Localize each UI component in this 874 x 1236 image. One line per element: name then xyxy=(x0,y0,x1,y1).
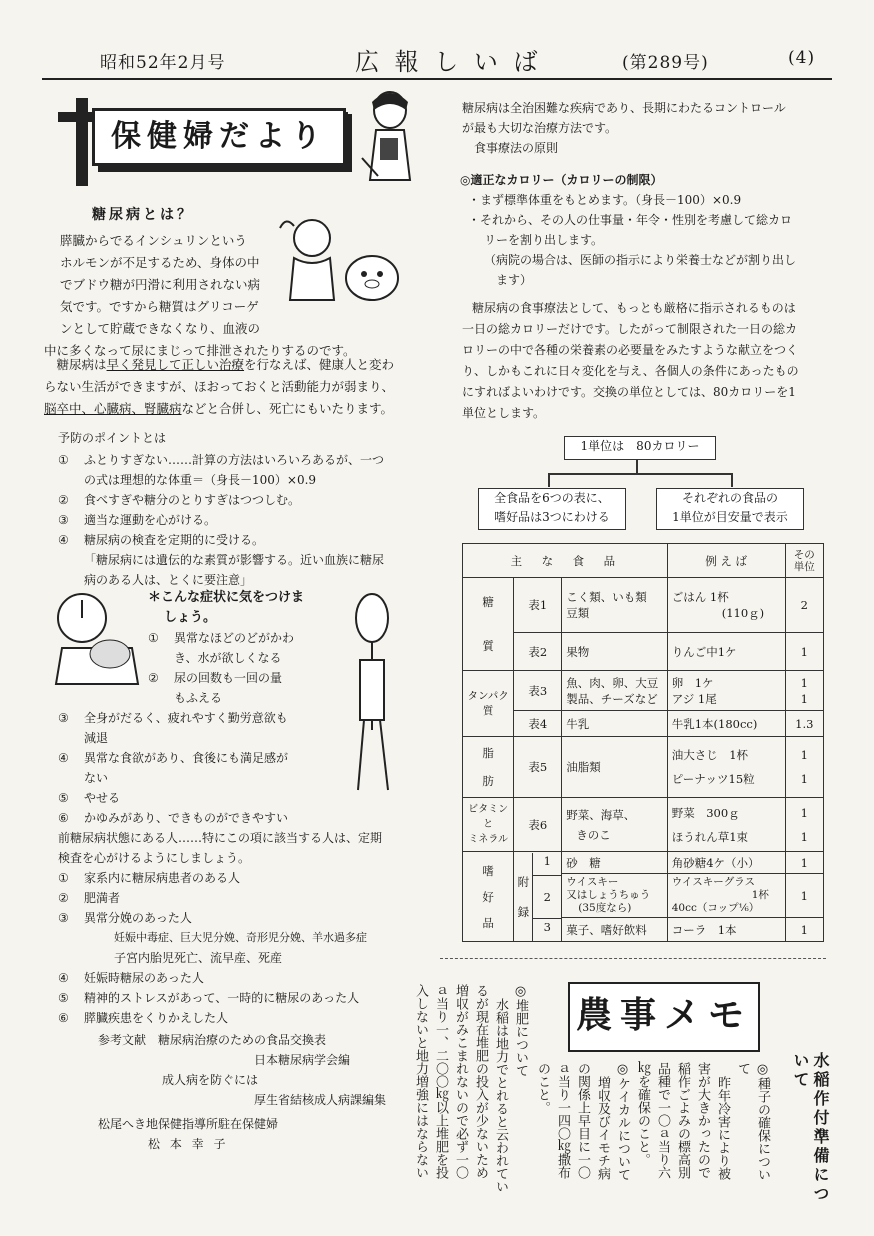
pre-title: 前糖尿病状態にある人……特にこの項に該当する人は、定期 xyxy=(58,831,383,845)
food-exchange-table xyxy=(462,543,824,942)
table-cell: 1 xyxy=(533,853,561,876)
list-number: ③ xyxy=(58,711,69,725)
nurse-illustration xyxy=(352,88,422,184)
farm-memo-subtitle: 水稲作付準備について xyxy=(791,1052,830,1204)
flow-text: それぞれの食品の xyxy=(681,491,778,505)
list-item: 「糖尿病には遺伝的な素質が影響する。近い血族に糖尿 xyxy=(84,553,385,567)
text-line: り、しかもこれに日々変化を与え、各個人の条件にあったもの xyxy=(462,364,799,378)
table-cell: 表4 xyxy=(514,711,562,737)
right-intro xyxy=(462,98,832,158)
author-org: 松尾へき地保健指導所駐在保健婦 xyxy=(98,1117,279,1131)
farm-line: ◎堆肥について xyxy=(513,984,528,1077)
thin-man-illustration xyxy=(336,590,416,800)
symptoms-list-bottom xyxy=(58,708,348,828)
table-cell: コーラ 1本 xyxy=(667,918,785,942)
table-cell: 牛乳1本(180cc) xyxy=(667,711,785,737)
list-number: ① xyxy=(58,453,69,467)
table-header: 主 な 食 品 xyxy=(463,544,668,578)
group-text: 好 xyxy=(482,889,494,904)
table-cell: 砂 糖 xyxy=(562,852,667,874)
list-item: 妊娠中毒症、巨大児分娩、奇形児分娩、羊水過多症 xyxy=(114,931,367,944)
farm-line: ◎ケイカルについて xyxy=(615,1062,630,1181)
text-line: が最も大切な治療方法です。 xyxy=(462,121,618,135)
section-divider xyxy=(440,958,826,960)
farm-line: 昨年冷害により被 xyxy=(715,1076,730,1180)
list-number: ① xyxy=(58,871,69,885)
group-text: 脂 xyxy=(482,746,494,760)
list-item: 食べすぎや糖分のとりすぎはつつしむ。 xyxy=(84,493,301,507)
flow-connector xyxy=(548,473,550,487)
list-number: ② xyxy=(148,671,159,685)
text-line: 単位とします。 xyxy=(462,406,546,420)
table-cell: 1 xyxy=(800,675,808,690)
table-cell: 油脂類 xyxy=(562,737,667,798)
table-cell: 表5 xyxy=(514,737,562,798)
appendix-text: 録 xyxy=(517,904,530,919)
list-item: 家系内に糖尿病患者のある人 xyxy=(84,871,241,885)
text-line: ・まず標準体重をもとめます。（身長－100）×0.9 xyxy=(468,193,742,207)
table-cell: 1 xyxy=(800,829,808,844)
text-line: にすればよいわけです。交換の単位としては、80カロリーを1 xyxy=(462,385,796,399)
group-text: と xyxy=(483,819,494,830)
farm-line: のこと。 xyxy=(535,1062,550,1114)
text-line: （病院の場合は、医師の指示により栄養士などが割り出し xyxy=(484,253,797,267)
table-cell: 1杯 xyxy=(751,889,769,901)
text-line: 糖尿病は全治困難な疾病であり、長期にわたるコントロール xyxy=(462,101,786,115)
list-item: 膵臓疾患をくりかえした人 xyxy=(84,1011,229,1025)
prevention-title: 予防のポイントとは xyxy=(58,431,167,445)
group-text: 糖 xyxy=(482,595,494,609)
table-cell: りんご中1ケ xyxy=(667,633,785,671)
list-number: ① xyxy=(148,631,159,645)
farm-line: ㎏を確保のこと。 xyxy=(635,1062,650,1166)
table-cell: 角砂糖4ケ（小） xyxy=(667,852,785,874)
list-number: ⑤ xyxy=(58,791,69,805)
farm-line: 稲作ごよみの標高別 xyxy=(675,1062,690,1179)
table-cell: 1 xyxy=(785,874,823,918)
table-cell: ピーナッツ15粒 xyxy=(671,772,755,786)
calorie-title: ◎適正なカロリー（カロリーの制限） xyxy=(460,173,663,187)
farm-line: ◎種子の確保につい xyxy=(755,1062,770,1181)
list-number: ⑤ xyxy=(58,991,69,1005)
prevention-section xyxy=(58,428,438,590)
title-decoration xyxy=(76,98,88,186)
table-cell: 又はしょうちゅう xyxy=(566,889,651,901)
table-row xyxy=(463,852,824,874)
list-item: 異常なほどのどがかわ xyxy=(174,631,295,645)
list-number: ② xyxy=(58,891,69,905)
list-item: ない xyxy=(84,771,109,785)
farm-line: 入しないと地力増強にはならない xyxy=(413,984,428,1179)
pre-title: 検査を心がけるようにしましょう。 xyxy=(58,851,251,865)
table-cell: 油大さじ 1杯 xyxy=(671,748,749,762)
symptoms-title: ＊こんな症状に気をつけま xyxy=(148,590,305,605)
table-cell: 40cc（コップ⅙） xyxy=(671,902,760,914)
table-cell: ほうれん草1束 xyxy=(671,829,749,844)
list-item: 適当な運動を心がける。 xyxy=(84,513,217,527)
table-cell: 2 xyxy=(785,578,823,633)
table-cell: 豆類 xyxy=(566,606,590,621)
text-line: 中に多くなって尿にまじって排泄されたりするのです。 xyxy=(44,343,356,358)
flow-connector xyxy=(731,473,733,487)
table-cell: 1 xyxy=(800,772,808,786)
text-line: 気です。ですから糖質はグリコーゲ xyxy=(60,299,259,314)
table-row xyxy=(463,578,824,633)
text-line: ンとして貯蔵できなくなり、血液の xyxy=(60,321,261,336)
list-item: 全身がだるく、疲れやすく勤労意欲も xyxy=(84,711,288,725)
table-cell: 1 xyxy=(800,691,808,706)
farm-memo-title: 農事メモ xyxy=(568,982,760,1052)
right-paragraph-2 xyxy=(462,298,832,424)
illustration-man-and-pig xyxy=(272,208,408,318)
list-item: 異常な食欲があり、食後にも満足感が xyxy=(84,751,289,765)
text-line: 糖尿病の食事療法として、もっとも厳格に指示されるものは xyxy=(472,301,796,315)
farm-line: の関係上早目に一〇 xyxy=(575,1062,590,1179)
list-item: ふとりすぎない……計算の方法はいろいろあるが、一つ xyxy=(84,453,385,467)
group-label xyxy=(463,737,514,798)
table-cell: 野菜、海草、 xyxy=(566,807,636,822)
table-cell: 1 xyxy=(800,748,808,762)
text-span: を行なえば、健康人と変わ xyxy=(244,357,395,372)
table-cell: 卵 1ケ xyxy=(671,675,714,690)
table-cell: 1 xyxy=(785,633,823,671)
farm-line: るが現在堆肥の投入が少ないため xyxy=(473,984,488,1179)
page-number: (4) xyxy=(788,48,816,68)
ref-publisher: 日本糖尿病学会編 xyxy=(254,1053,351,1067)
table-cell: 野菜 300ｇ xyxy=(671,805,740,820)
list-number: ④ xyxy=(58,533,69,547)
pre-diabetes-section xyxy=(58,828,448,1028)
table-cell: 牛乳 xyxy=(562,711,667,737)
text-line: でブドウ糖が円滑に利用されない病 xyxy=(60,277,261,292)
emphasis-underlined: 脳卒中、心臓病、腎臓病 xyxy=(44,401,182,416)
table-row xyxy=(463,711,824,737)
list-number: ④ xyxy=(58,751,69,765)
flow-connector xyxy=(548,473,732,475)
list-number: ④ xyxy=(58,971,69,985)
farm-line: 水稲は地力でとれると云われてい xyxy=(493,998,508,1193)
calorie-section xyxy=(460,170,830,290)
list-number: ⑥ xyxy=(58,1011,69,1025)
table-cell: きのこ xyxy=(576,827,611,842)
appendix-cell xyxy=(514,852,562,942)
list-item: 子宮内胎児死亡、流早産、死産 xyxy=(114,951,283,965)
table-header: 例 え ば xyxy=(667,544,785,578)
ref-title: 成人病を防ぐには xyxy=(162,1073,259,1087)
text-line: 膵臓からでるインシュリンという xyxy=(60,233,247,248)
list-item: 病のある人は、とくに要注意」 xyxy=(84,573,253,587)
table-cell: 表6 xyxy=(514,798,562,852)
table-cell: 菓子、嗜好飲料 xyxy=(562,918,667,942)
table-row xyxy=(463,737,824,798)
table-cell: 1 xyxy=(800,805,808,820)
text-line: ・それから、その人の仕事量・年令・性別を考慮して総カロ xyxy=(468,213,793,227)
group-text: 質 xyxy=(482,639,494,653)
table-cell: ごはん 1杯 xyxy=(671,590,729,605)
article-heading: 糖尿病とは？ xyxy=(92,207,194,223)
table-cell: 1.3 xyxy=(785,711,823,737)
list-item: 減退 xyxy=(84,731,109,745)
table-header: その単位 xyxy=(785,544,823,578)
table-cell: 表3 xyxy=(514,671,562,711)
paragraph-2 xyxy=(44,354,444,420)
text-line: らない生活ができますが、ほおっておくと活動能力が弱まり、 xyxy=(44,379,395,394)
table-cell: 1 xyxy=(785,852,823,874)
group-text: 品 xyxy=(482,915,494,930)
table-row xyxy=(463,633,824,671)
list-item: もふえる xyxy=(174,691,223,705)
ref-title: 糖尿病治療のための食品交換表 xyxy=(158,1033,327,1047)
appendix-text: 附 xyxy=(517,874,530,889)
table-cell: 3 xyxy=(543,919,551,934)
issue-number: (第289号) xyxy=(622,53,709,73)
flow-box-unit: 1単位は 80カロリー xyxy=(564,436,716,460)
farm-line: て xyxy=(735,1062,750,1075)
flow-box-left xyxy=(478,488,626,530)
table-cell: 1 xyxy=(785,918,823,942)
list-item: 糖尿病の検査を定期的に受ける。 xyxy=(84,533,265,547)
table-cell: ウイスキー xyxy=(566,876,619,888)
table-cell: 製品、チーズなど xyxy=(566,691,658,706)
author-name: 松 本 幸 子 xyxy=(148,1137,229,1151)
header-rule xyxy=(42,78,832,80)
farm-line: ａ当り一、二〇〇㎏以上堆肥を投 xyxy=(433,984,448,1179)
list-number: ⑥ xyxy=(58,811,69,825)
farm-line: 増収がみこまれないので必ず一〇 xyxy=(453,984,468,1179)
list-number: ③ xyxy=(58,911,69,925)
list-item: 精神的ストレスがあって、一時的に糖尿のあった人 xyxy=(84,991,360,1005)
symptoms-title: しょう。 xyxy=(164,610,217,625)
publication-title: 広 報 し い ば xyxy=(355,48,542,76)
farm-line: 害が大きかったので xyxy=(695,1062,710,1179)
list-item: 尿の回数も一回の量 xyxy=(174,671,283,685)
list-item: の式は理想的な体重＝（身長－100）×0.9 xyxy=(84,473,317,487)
text-line: 一日の総カロリーだけです。したがって制限された一日の総カ xyxy=(462,322,798,336)
list-number: ③ xyxy=(58,513,69,527)
text-line: ます） xyxy=(496,273,533,287)
scale-illustration xyxy=(52,588,142,688)
list-item: 肥満者 xyxy=(84,891,121,905)
diet-title: 食事療法の原則 xyxy=(474,141,559,155)
table-header-row xyxy=(463,544,824,578)
table-cell: こく類、いも類 xyxy=(566,590,647,605)
references xyxy=(98,1030,418,1110)
table-cell: 果物 xyxy=(562,633,667,671)
group-label: タンパク質 xyxy=(463,671,514,737)
list-number: ② xyxy=(58,493,69,507)
text-line: リーを割り出します。 xyxy=(484,233,604,247)
table-cell: 魚、肉、卵、大豆 xyxy=(566,675,659,690)
table-cell: アジ 1尾 xyxy=(671,691,717,706)
table-cell: 2 xyxy=(533,876,561,919)
list-item: 妊娠時糖尿のあった人 xyxy=(84,971,204,985)
flow-text: 嗜好品は3つにわける xyxy=(494,510,610,524)
farm-line: ａ当り一四〇㎏撒布 xyxy=(555,1062,570,1179)
table-cell: ウイスキーグラス xyxy=(671,876,755,888)
flow-connector xyxy=(636,460,638,474)
flow-text: 1単位が目安量で表示 xyxy=(672,510,788,524)
column-title: 保健婦だより xyxy=(92,108,346,166)
table-cell: (110ｇ) xyxy=(721,606,765,621)
group-text: ビタミン xyxy=(468,804,509,815)
table-cell: 表1 xyxy=(514,578,562,633)
emphasis-underlined: 早く発見して正しい治療 xyxy=(106,357,245,372)
list-item: 異常分娩のあった人 xyxy=(84,911,192,925)
refs-label: 参考文献 xyxy=(98,1033,147,1047)
text-span: 糖尿病は xyxy=(56,357,107,372)
list-item: き、水が欲しくなる xyxy=(174,651,282,665)
issue-date: 昭和52年2月号 xyxy=(100,53,226,73)
farm-line: 品種で一〇ａ当り六 xyxy=(655,1062,670,1179)
table-row xyxy=(463,798,824,852)
text-span: などと合併し、死亡にもいたります。 xyxy=(181,401,394,416)
table-row xyxy=(463,671,824,711)
ref-publisher: 厚生省結核成人病課編集 xyxy=(254,1093,387,1107)
group-label xyxy=(463,578,514,671)
text-line: ロリーの中で各種の栄養素の必要量をみたすような献立をつく xyxy=(462,343,799,357)
table-cell: (35度なら) xyxy=(578,902,632,914)
list-item: やせる xyxy=(84,791,121,805)
flow-box-right xyxy=(656,488,804,530)
flow-text: 全食品を6つの表に、 xyxy=(494,491,610,505)
farm-line: 増収及びイモチ病 xyxy=(595,1076,610,1180)
group-label xyxy=(463,798,514,852)
group-text: 嗜 xyxy=(482,863,494,878)
table-cell: 表2 xyxy=(514,633,562,671)
text-line: ホルモンが不足するため、身体の中 xyxy=(60,255,260,270)
group-label xyxy=(463,852,514,942)
list-item: かゆみがあり、できものができやすい xyxy=(84,811,289,825)
group-text: 肪 xyxy=(482,774,494,788)
symptoms-list-top xyxy=(148,588,338,708)
group-text: ミネラル xyxy=(468,834,509,845)
